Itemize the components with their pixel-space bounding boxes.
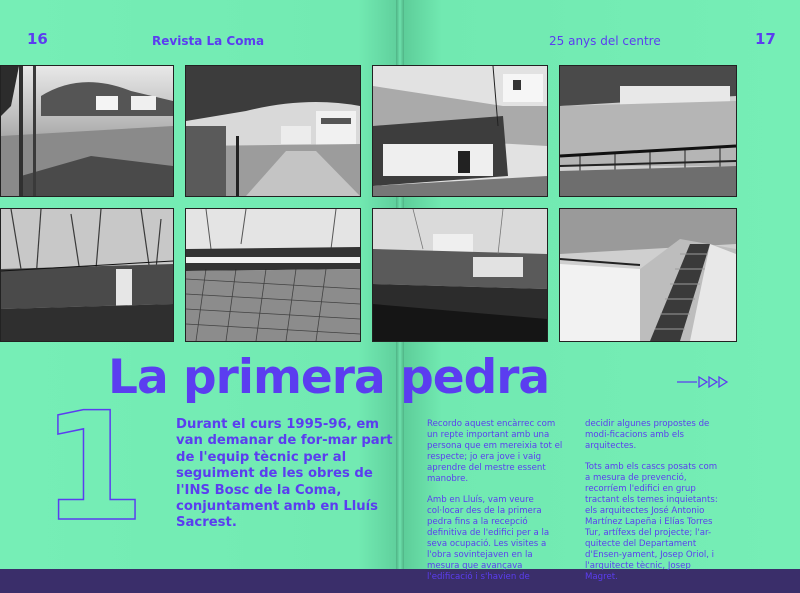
body-paragraph: decidir algunes propostes de modi-ficacions amb els arquitectes. [585, 419, 710, 451]
street-buildings-photo [185, 65, 361, 197]
prefab-module-photo [372, 65, 548, 197]
right-header-title: 25 anys del centre [549, 34, 661, 48]
triple-arrow-icon [677, 374, 737, 390]
concrete-stairs-photo [559, 208, 737, 342]
left-header-title: Revista La Coma [152, 34, 265, 48]
building-fence-photo [185, 208, 361, 342]
chapter-number-outline [36, 381, 156, 555]
right-page-number: 17 [755, 30, 776, 48]
body-paragraph: Tots amb els cascs posats com a mesura de prevenció, recorríem l'edifici en grup tractant els temes inquietants: els arquitectes José Antonio Martínez Lapeña i Elías Torres Tur, artífexs del projecte; l'ar-quitecte del Departament d'Ensen-yament, Josep Oriol, i l'arquitecte tècnic, Josep Magret. [585, 462, 718, 582]
article-title: La primera pedra [108, 350, 550, 405]
left-page-number: 16 [27, 30, 48, 48]
body-paragraph: Recordo aquest encàrrec com un repte important amb una persona que em mereixia tot el respecte; jo era jove i vaig aprendre del mestre essent manobre. [427, 419, 563, 484]
construction-site-photo [0, 65, 174, 197]
body-column-1 [427, 419, 563, 593]
railing-terrace-photo [559, 65, 737, 197]
lead-paragraph: Durant el curs 1995-96, em van demanar de for-mar part de l'equip tècnic per al seguiment de les obres de l'INS Bosc de la Coma, conjuntament amb en Lluís Sacrest. [176, 417, 393, 531]
chapter-number-text: 1 [41, 381, 146, 555]
body-column-2 [585, 419, 725, 593]
body-paragraph: Amb en Lluís, vam veure col·locar des de la primera pedra fins a la recepció definitiva de l'edifici per a la seva ocupació. Les visites a l'obra sovintejaven en la mesura que avançava l'edificació i s'havien de [427, 495, 550, 582]
fence-trees-photo [0, 208, 174, 342]
courtyard-photo [372, 208, 548, 342]
